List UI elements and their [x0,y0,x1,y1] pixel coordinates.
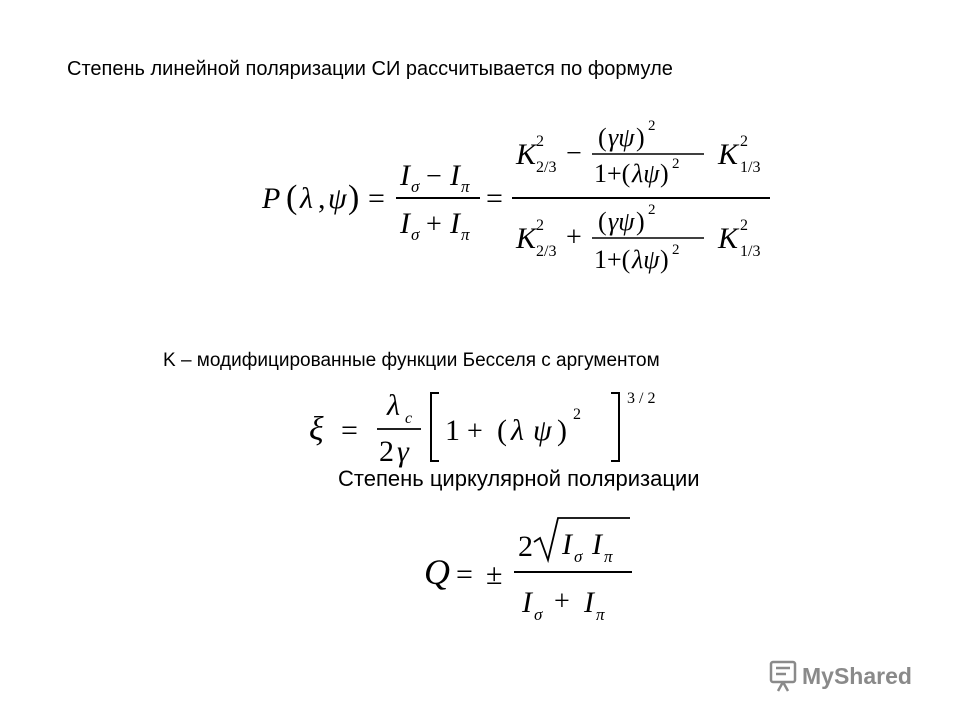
svg-text:1+(: 1+( [594,159,631,188]
svg-text:2: 2 [648,118,656,134]
svg-text:+: + [467,416,483,447]
svg-text:2/3: 2/3 [536,159,557,176]
svg-text:(: ( [286,179,298,216]
svg-text:λ: λ [300,182,313,215]
svg-text:π: π [604,547,613,566]
svg-text:2: 2 [648,202,656,218]
svg-text:2: 2 [672,156,680,172]
heading-circular-polarization: Степень циркулярной поляризации [338,466,700,491]
svg-text:I: I [400,159,410,192]
watermark-text: MyShared [802,663,912,689]
svg-text:): ) [660,159,669,188]
svg-text:+: + [426,209,442,240]
formula-circular-polarization [420,510,650,630]
formula-linear-polarization [258,110,778,290]
svg-text:π: π [461,177,470,196]
svg-text:σ: σ [574,547,583,566]
svg-text:,: , [318,182,326,215]
svg-text:γψ: γψ [608,123,635,152]
svg-text:): ) [660,245,669,274]
svg-text:+: + [554,586,570,617]
svg-text:±: ± [486,558,503,591]
svg-text:I: I [584,586,594,619]
svg-text:2: 2 [536,133,544,150]
svg-text:1: 1 [445,414,460,447]
svg-text:=: = [341,414,358,447]
svg-text:2: 2 [518,530,533,563]
svg-text:π: π [461,225,470,244]
presentation-board-icon [771,662,795,691]
myshared-watermark-logo [768,656,928,696]
svg-text:=: = [368,182,385,215]
svg-text:2: 2 [740,217,748,234]
svg-text:ψ: ψ [533,414,552,447]
svg-text:1/3: 1/3 [740,159,761,176]
svg-text:I: I [400,207,410,240]
svg-text:σ: σ [411,177,420,196]
svg-text:2: 2 [536,217,544,234]
svg-text:I: I [522,586,532,619]
svg-text:(: ( [598,207,607,236]
svg-text:2/3: 2/3 [536,243,557,260]
svg-text:1+(: 1+( [594,245,631,274]
svg-text:π: π [596,605,605,624]
svg-text:σ: σ [534,605,543,624]
svg-text:Q: Q [424,552,450,592]
svg-text:(: ( [497,414,507,447]
svg-text:): ) [636,207,645,236]
formula-xi [305,385,675,470]
svg-text:2: 2 [573,406,581,423]
svg-text:I: I [450,159,460,192]
svg-text:γψ: γψ [608,207,635,236]
svg-text:c: c [405,410,413,427]
svg-text:P: P [262,182,281,215]
svg-text:3 / 2: 3 / 2 [627,390,656,407]
svg-text:2: 2 [672,242,680,258]
svg-text:2: 2 [379,435,394,468]
svg-text:2: 2 [740,133,748,150]
svg-text:γ: γ [397,435,409,468]
svg-text:I: I [562,528,572,561]
svg-text:I: I [450,207,460,240]
svg-text:λ: λ [387,389,400,422]
svg-text:=: = [456,558,473,591]
svg-text:λψ: λψ [632,159,660,188]
svg-text:ψ: ψ [328,182,347,215]
svg-text:+: + [566,222,582,253]
svg-text:): ) [348,179,360,216]
svg-text:K: K [516,138,537,171]
svg-text:(: ( [598,123,607,152]
svg-text:K: K [718,222,739,255]
svg-text:σ: σ [411,225,420,244]
svg-text:−: − [566,138,582,169]
svg-text:K: K [516,222,537,255]
svg-text:λψ: λψ [632,245,660,274]
svg-text:I: I [592,528,602,561]
svg-text:ξ: ξ [309,411,324,448]
svg-text:−: − [426,161,442,192]
heading-linear-polarization: Степень линейной поляризации СИ рассчитывается по формуле [67,58,673,80]
svg-text:): ) [557,414,567,447]
svg-text:λ: λ [511,414,524,447]
svg-text:): ) [636,123,645,152]
svg-text:K: K [718,138,739,171]
svg-text:=: = [486,182,503,215]
bessel-note: K – модифицированные функции Бесселя с аргументом [163,350,660,371]
svg-text:1/3: 1/3 [740,243,761,260]
